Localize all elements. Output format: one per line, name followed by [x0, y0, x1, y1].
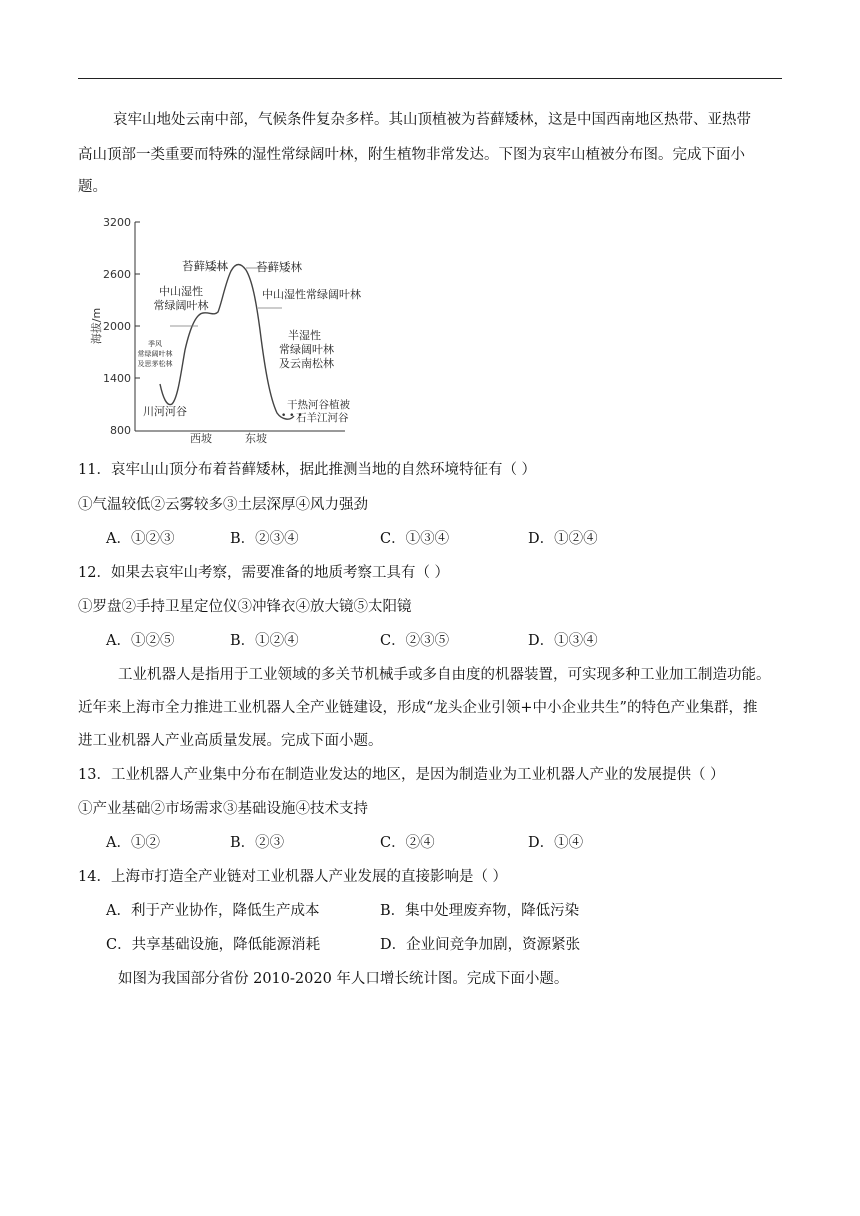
q12-option-d[interactable]: D．①③④ — [528, 633, 598, 649]
label-monsoon-forest-1: 季风 — [148, 340, 162, 348]
x-tick-west: 西坡 — [190, 432, 212, 445]
vegetation-profile-figure — [82, 210, 382, 446]
label-moss-forest-east: 苔藓矮林 — [256, 260, 302, 274]
q13-option-b[interactable]: B．②③ — [230, 835, 285, 851]
dry-valley-dots: • • • — [281, 411, 303, 421]
y-axis-label: 海拔/m — [90, 307, 103, 345]
passage1-line3: 题。 — [78, 179, 107, 195]
q14-option-a[interactable]: A．利于产业协作，降低生产成本 — [106, 903, 320, 919]
x-tick-east: 东坡 — [245, 432, 267, 445]
q13-option-d[interactable]: D．①④ — [528, 835, 584, 851]
q11-option-c[interactable]: C．①③④ — [380, 531, 450, 547]
label-semi-humid-forest-3: 及云南松林 — [279, 357, 334, 370]
label-dry-valley-vegetation: 干热河谷植被 — [287, 399, 350, 411]
y-tick-800: 800 — [110, 424, 131, 437]
y-tick-2000: 2000 — [103, 320, 131, 333]
label-mid-mountain-forest-west-1: 中山湿性 — [159, 285, 203, 298]
q14-option-d[interactable]: D．企业间竞争加剧，资源紧张 — [380, 937, 581, 953]
q12-option-a[interactable]: A．①②⑤ — [106, 633, 175, 649]
y-tick-3200: 3200 — [103, 216, 131, 229]
passage1-line1: 哀牢山地处云南中部，气候条件复杂多样。其山顶植被为苔藓矮林，这是中国西南地区热带、亚热带 — [113, 112, 751, 128]
label-mid-mountain-forest-east: 中山湿性常绿阔叶林 — [262, 288, 361, 301]
q13-option-a[interactable]: A．①② — [106, 835, 160, 851]
q14-stem: 14．上海市打造全产业链对工业机器人产业发展的直接影响是（ ） — [78, 869, 508, 885]
label-monsoon-forest-2: 常绿阔叶林 — [137, 350, 173, 358]
q13-stem: 13．工业机器人产业集中分布在制造业发达的地区，是因为制造业为工业机器人产业的发展提供（ ） — [78, 767, 725, 783]
label-moss-forest-west: 苔藓矮林 — [182, 259, 228, 273]
passage2-line1: 工业机器人是指用于工业领域的多关节机械手或多自由度的机器装置，可实现多种工业加工制造功能。 — [118, 667, 771, 683]
q12-stem: 12．如果去哀牢山考察，需要准备的地质考察工具有（ ） — [78, 565, 450, 581]
q11-option-b[interactable]: B．②③④ — [230, 531, 299, 547]
header-rule — [78, 78, 782, 79]
passage1-line2: 高山顶部一类重要而特殊的湿性常绿阔叶林，附生植物非常发达。下图为哀牢山植被分布图。完成下面小 — [78, 147, 745, 163]
q12-items: ①罗盘②手持卫星定位仪③冲锋衣④放大镜⑤太阳镜 — [78, 599, 412, 615]
q11-stem: 11．哀牢山山顶分布着苔藓矮林，据此推测当地的自然环境特征有（ ） — [78, 462, 537, 478]
y-tick-1400: 1400 — [103, 372, 131, 385]
q13-items: ①产业基础②市场需求③基础设施④技术支持 — [78, 801, 368, 817]
label-semi-humid-forest-1: 半湿性 — [288, 329, 321, 342]
q13-option-c[interactable]: C．②④ — [380, 835, 435, 851]
q11-option-a[interactable]: A．①②③ — [106, 531, 175, 547]
passage2-line3: 进工业机器人产业高质量发展。完成下面小题。 — [78, 733, 383, 749]
label-monsoon-forest-3: 及思茅松林 — [137, 360, 173, 368]
passage2-line2: 近年来上海市全力推进工业机器人全产业链建设，形成“龙头企业引领+中小企业共生”的特色产业集群，推 — [78, 700, 758, 716]
label-chuanhe-valley: 川河河谷 — [143, 405, 187, 418]
q14-option-c[interactable]: C．共享基础设施，降低能源消耗 — [106, 937, 321, 953]
label-semi-humid-forest-2: 常绿阔叶林 — [279, 343, 334, 356]
q12-option-b[interactable]: B．①②④ — [230, 633, 299, 649]
y-tick-2600: 2600 — [103, 268, 131, 281]
q14-option-b[interactable]: B．集中处理废弃物，降低污染 — [380, 903, 580, 919]
label-shiyangjiang-valley: 石羊江河谷 — [296, 412, 349, 424]
q11-option-d[interactable]: D．①②④ — [528, 531, 598, 547]
q12-option-c[interactable]: C．②③⑤ — [380, 633, 450, 649]
q11-items: ①气温较低②云雾较多③土层深厚④风力强劲 — [78, 497, 368, 513]
label-mid-mountain-forest-west-2: 常绿阔叶林 — [153, 299, 209, 312]
passage3-line1: 如图为我国部分省份 2010-2020 年人口增长统计图。完成下面小题。 — [118, 971, 569, 987]
